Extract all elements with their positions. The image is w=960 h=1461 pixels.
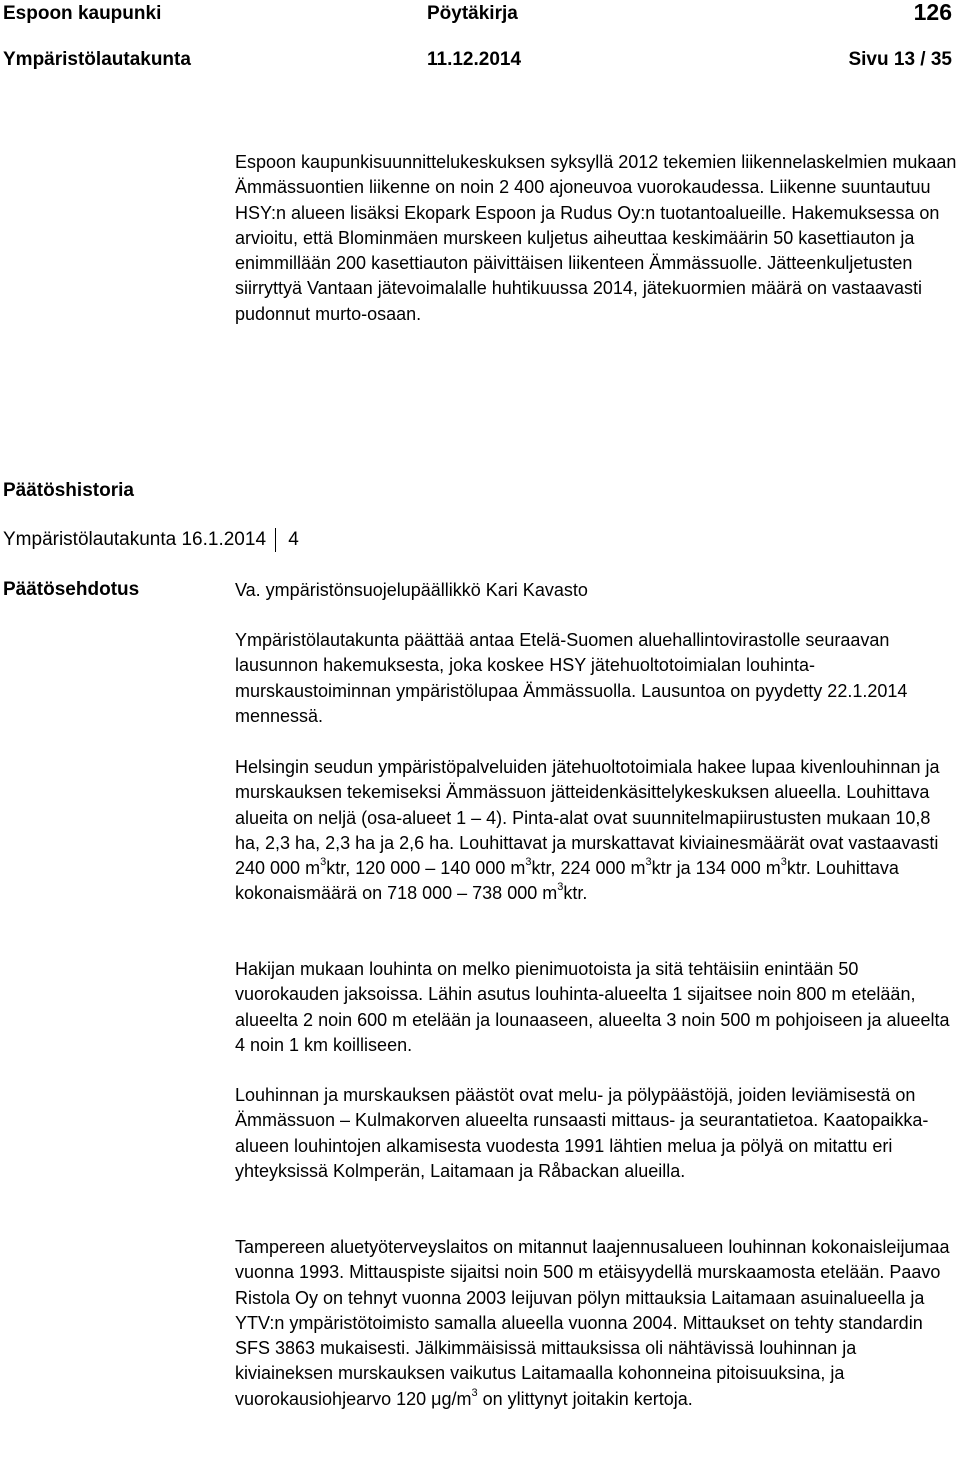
paragraph-1-text: Ympäristölautakunta päättää antaa Etelä-Suomen aluehallintovirastolle seuraavan lausunnon hakemuksesta, joka koskee HSY jätehuoltotoimialan louhinta- murskaustoiminnan ympäristölupaa Ämmässuolla. Lausuntoa on pyydetty 22.1.2014 mennessä.: [235, 630, 908, 726]
intro-text: Espoon kaupunkisuunnittelukeskuksen syksyllä 2012 tekemien liikennelaskelmien mukaan Ämmässuontien liikenne on noin 2 400 ajoneuvoa vuorokaudessa. Liikenne suuntautuu HSY:n alueen lisäksi Ekopark Espoon ja Rudus Oy:n tuotantoalueille. Hakemuksessa on arvioitu, että Blominmäen murskeen kuljetus aiheuttaa keskimäärin 50 kasettiauton ja enimmillään 200 kasettiauton päivittäisen liikenteen Ämmässuolle. Jätteenkuljetusten siirryttyä Vantaan jätevoimalalle huhtikuussa 2014, jätekuormien määrä on vastaavasti pudonnut murto-osaan.: [235, 152, 957, 324]
superscript: 3: [471, 1386, 478, 1399]
history-item-number: 4: [288, 529, 299, 550]
paragraph-5-text: [235, 1235, 957, 1412]
paragraph-2-text: [235, 755, 957, 907]
p5-part-a: Tampereen aluetyöterveyslaitos on mitannut laajennusalueen louhinnan kokonaisleijumaa vuonna 1993. Mittauspiste sijaitsi noin 500 m etäisyydellä murskaamosta etelään. Paavo Ristola Oy on tehnyt vuonna 2003 leijuvan pölyn mittauksia Laitamaan asuinalueella ja YTV:n ympäristötoimisto samalla alueella vuonna 2004. Mittaukset on tehty standardin SFS 3863 mukaisesti. Jälkimmäisissä mittauksissa oli nähtävissä louhinnan ja kiviaineksen murskauksen vaikutus Laitamaalla kohonneina pitoisuuksina, ja vuorokausiohjearvo 120 μg/m: [235, 1237, 950, 1409]
paragraph-2: [235, 755, 957, 907]
p2-part-e: ktr. Louhittava kokonaismäärä on 718 000 – 738 000 m: [235, 858, 899, 904]
committee-name: Ympäristölautakunta: [3, 49, 191, 70]
history-meeting: Ympäristölautakunta 16.1.2014: [3, 529, 267, 550]
paragraph-4: [235, 1083, 957, 1184]
p2-part-f: ktr.: [563, 883, 588, 904]
superscript: 3: [645, 856, 652, 869]
p2-part-c: ktr, 224 000 m: [531, 858, 646, 879]
p2-part-d: ktr ja 134 000 m: [651, 858, 781, 879]
decision-history-heading: Päätöshistoria: [3, 480, 134, 501]
p2-part-b: ktr, 120 000 – 140 000 m: [326, 858, 526, 879]
item-marker: [275, 528, 282, 552]
meeting-date: 11.12.2014: [427, 49, 522, 70]
paragraph-5: [235, 1235, 957, 1412]
section-number: 126: [913, 0, 952, 25]
superscript: 3: [780, 856, 787, 869]
proposal-label: Päätösehdotus: [3, 579, 140, 600]
paragraph-1: [235, 628, 957, 729]
p2-part-a: Helsingin seudun ympäristöpalveluiden jätehuoltotoimiala hakee lupaa kivenlouhinnan ja murskauksen tekemiseksi Ämmässuon jätteidenkäsittelykeskuksen alueella. Louhittava alueita on neljä (osa-alueet 1 – 4). Pinta-alat ovat suunnitelmapiirustusten mukaan 10,8 ha, 2,3 ha, 2,3 ha ja 2,6 ha. Louhittavat ja murskattavat kiviainesmäärät ovat vastaavasti 240 000 m: [235, 757, 940, 879]
paragraph-4-text: Louhinnan ja murskauksen päästöt ovat melu- ja pölypäästöjä, joiden leviämisestä on Ämmässuon – Kulmakorven alueelta runsaasti mittaus- ja seurantatietoa. Kaatopaikka-alueen louhintojen alkamisesta vuodesta 1991 lähtien melua ja pölyä on mitattu eri yhteyksissä Kolmperän, Laitamaan ja Råbackan alueilla.: [235, 1085, 929, 1181]
document-type: Pöytäkirja: [427, 3, 518, 24]
proposer: Va. ympäristönsuojelupäällikkö Kari Kavasto: [235, 580, 588, 600]
decision-history-entry: [3, 528, 299, 552]
org-name: Espoon kaupunki: [3, 3, 162, 24]
p5-part-b: on ylittynyt joitakin kertoja.: [477, 1388, 693, 1409]
superscript: 3: [557, 881, 564, 894]
superscript: 3: [320, 856, 327, 869]
paragraph-3-text: Hakijan mukaan louhinta on melko pienimuotoista ja sitä tehtäisiin enintään 50 vuorokauden jaksoissa. Lähin asutus louhinta-alueelta 1 sijaitsee noin 800 m etelään, alueelta 2 noin 600 m etelään ja lounaaseen, alueelta 3 noin 500 m pohjoiseen ja alueelta 4 noin 1 km koilliseen.: [235, 959, 950, 1055]
page-number: Sivu 13 / 35: [848, 49, 952, 70]
paragraph-3: [235, 957, 957, 1058]
intro-paragraph: [235, 150, 957, 327]
superscript: 3: [525, 856, 532, 869]
